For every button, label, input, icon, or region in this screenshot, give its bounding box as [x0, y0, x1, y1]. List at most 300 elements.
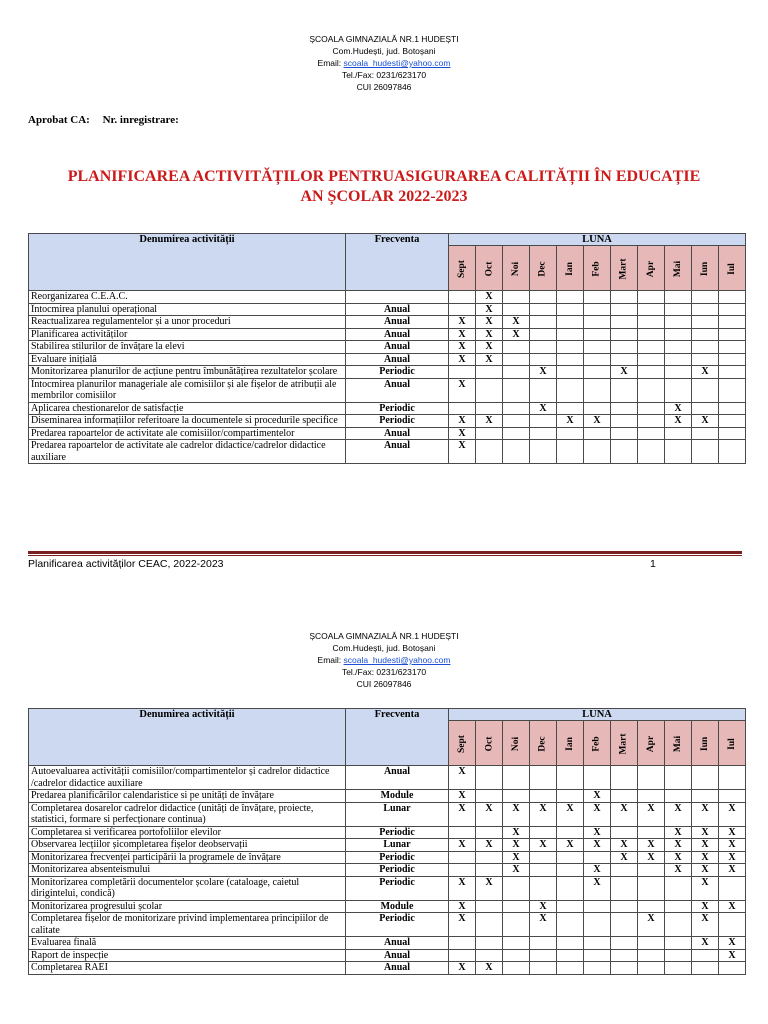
month-mark-cell [665, 876, 692, 900]
month-mark-cell: X [611, 802, 638, 826]
month-mark-cell [665, 440, 692, 464]
month-mark-cell: X [584, 839, 611, 852]
month-mark-cell: X [449, 876, 476, 900]
month-mark-cell: X [449, 962, 476, 975]
frequency-cell: Periodic [346, 864, 449, 877]
month-mark-cell [557, 864, 584, 877]
month-mark-cell [665, 353, 692, 366]
month-mark-cell [557, 341, 584, 354]
school-email: Email: scoala_hudesti@yahoo.com [317, 655, 451, 665]
frequency-cell: Periodic [346, 826, 449, 839]
month-label: Noi [511, 736, 521, 751]
month-mark-cell [503, 900, 530, 913]
month-mark-cell [719, 962, 746, 975]
month-mark-cell [584, 937, 611, 950]
month-mark-cell [638, 790, 665, 803]
table-row [29, 876, 746, 900]
month-mark-cell [665, 913, 692, 937]
month-mark-cell [503, 790, 530, 803]
school-cui: CUI 26097846 [356, 679, 412, 689]
month-mark-cell [719, 353, 746, 366]
activity-cell: Autoevaluarea activității comisiilor/compartimentelor și cadrelor didactice /cadrelor didactice auxiliare [29, 766, 346, 790]
month-mark-cell: X [665, 802, 692, 826]
month-header [665, 721, 692, 766]
month-mark-cell [584, 316, 611, 329]
month-mark-cell: X [503, 826, 530, 839]
month-mark-cell [584, 378, 611, 402]
month-mark-cell [557, 440, 584, 464]
month-label: Feb [592, 735, 602, 752]
month-mark-cell: X [638, 802, 665, 826]
school-cui: CUI 26097846 [356, 82, 412, 92]
month-mark-cell [449, 851, 476, 864]
month-mark-cell [584, 353, 611, 366]
activity-cell: Evaluare inițială [29, 353, 346, 366]
month-mark-cell: X [692, 839, 719, 852]
month-mark-cell [476, 440, 503, 464]
month-header [503, 721, 530, 766]
month-mark-cell [530, 766, 557, 790]
month-mark-cell [692, 353, 719, 366]
month-mark-cell [530, 427, 557, 440]
month-mark-cell: X [584, 876, 611, 900]
month-label: Ian [564, 736, 575, 751]
month-mark-cell [503, 766, 530, 790]
month-mark-cell: X [476, 316, 503, 329]
month-mark-cell [530, 876, 557, 900]
month-mark-cell [638, 876, 665, 900]
month-mark-cell: X [449, 353, 476, 366]
month-mark-cell [638, 366, 665, 379]
month-mark-cell [503, 962, 530, 975]
month-header [638, 246, 665, 291]
month-mark-cell: X [719, 802, 746, 826]
activity-cell: Raport de inspecție [29, 949, 346, 962]
month-group-header: LUNA [449, 234, 746, 246]
month-mark-cell [665, 900, 692, 913]
table-row [29, 378, 746, 402]
frequency-cell: Anual [346, 949, 449, 962]
month-mark-cell [530, 851, 557, 864]
month-mark-cell: X [476, 328, 503, 341]
month-mark-cell [638, 766, 665, 790]
month-mark-cell [476, 900, 503, 913]
table-row [29, 900, 746, 913]
month-header [503, 246, 530, 291]
month-header [557, 246, 584, 291]
month-mark-cell: X [449, 802, 476, 826]
month-mark-cell [665, 378, 692, 402]
month-mark-cell [584, 851, 611, 864]
month-mark-cell [611, 949, 638, 962]
month-label: Iun [699, 261, 710, 276]
month-mark-cell: X [449, 766, 476, 790]
month-mark-cell [611, 962, 638, 975]
month-mark-cell: X [449, 440, 476, 464]
approved-label: Aprobat CA: [28, 114, 90, 126]
frequency-cell: Periodic [346, 402, 449, 415]
table-row [29, 366, 746, 379]
frequency-cell: Lunar [346, 802, 449, 826]
table-row [29, 851, 746, 864]
month-mark-cell: X [449, 415, 476, 428]
email-link[interactable]: scoala_hudesti@yahoo.com [343, 655, 451, 665]
footer-text: Planificarea activităților CEAC, 2022-2023 [28, 558, 224, 570]
frequency-column-header: Frecventa [346, 709, 449, 766]
email-link[interactable]: scoala_hudesti@yahoo.com [343, 58, 451, 68]
month-mark-cell [503, 427, 530, 440]
letterhead-1 [0, 33, 768, 93]
frequency-cell [346, 291, 449, 304]
month-mark-cell [638, 328, 665, 341]
month-mark-cell: X [692, 937, 719, 950]
activity-cell: Reactualizarea regulamentelor și a unor proceduri [29, 316, 346, 329]
month-mark-cell [530, 864, 557, 877]
month-mark-cell: X [638, 913, 665, 937]
month-mark-cell [665, 937, 692, 950]
month-mark-cell: X [584, 790, 611, 803]
month-mark-cell [557, 900, 584, 913]
month-mark-cell [611, 826, 638, 839]
month-mark-cell [530, 962, 557, 975]
month-group-header: LUNA [449, 709, 746, 721]
activity-cell: Întocmirea planurilor manageriale ale comisiilor și ale fișelor de atribuții ale membrilor comisiilor [29, 378, 346, 402]
month-mark-cell [665, 427, 692, 440]
activity-cell: Evaluarea finală [29, 937, 346, 950]
month-mark-cell [638, 402, 665, 415]
table-row [29, 291, 746, 304]
month-mark-cell [557, 303, 584, 316]
month-mark-cell [476, 949, 503, 962]
month-header [692, 246, 719, 291]
month-mark-cell: X [449, 328, 476, 341]
frequency-cell: Anual [346, 328, 449, 341]
month-mark-cell: X [449, 341, 476, 354]
frequency-cell: Anual [346, 962, 449, 975]
month-mark-cell [476, 427, 503, 440]
month-mark-cell [692, 766, 719, 790]
month-mark-cell [611, 303, 638, 316]
month-mark-cell [611, 316, 638, 329]
month-label: Oct [484, 736, 494, 751]
month-mark-cell: X [449, 913, 476, 937]
month-mark-cell [530, 949, 557, 962]
table-row [29, 353, 746, 366]
month-mark-cell: X [557, 802, 584, 826]
month-mark-cell [665, 291, 692, 304]
month-mark-cell [476, 826, 503, 839]
month-mark-cell [611, 876, 638, 900]
table-row [29, 440, 746, 464]
month-mark-cell [611, 378, 638, 402]
month-mark-cell: X [584, 826, 611, 839]
month-mark-cell [611, 415, 638, 428]
month-mark-cell [449, 864, 476, 877]
activity-cell: Monitorizarea completării documentelor școlare (cataloage, caietul dirigintelui, condică) [29, 876, 346, 900]
month-mark-cell [638, 291, 665, 304]
page-footer [28, 558, 742, 570]
month-mark-cell [557, 378, 584, 402]
activity-cell: Predarea rapoartelor de activitate ale comisiilor/compartimentelor [29, 427, 346, 440]
month-label: Mart [618, 732, 629, 755]
footer-rule [28, 551, 742, 554]
month-mark-cell: X [503, 328, 530, 341]
month-mark-cell [611, 353, 638, 366]
month-mark-cell [476, 913, 503, 937]
month-mark-cell [719, 913, 746, 937]
school-name: ȘCOALA GIMNAZIALĂ NR.1 HUDEȘTI [309, 631, 459, 641]
month-mark-cell: X [530, 839, 557, 852]
activity-cell: Monitorizarea absenteismului [29, 864, 346, 877]
month-mark-cell [557, 402, 584, 415]
month-mark-cell [503, 913, 530, 937]
month-mark-cell [557, 949, 584, 962]
month-header [665, 246, 692, 291]
month-header [449, 721, 476, 766]
month-label: Apr [646, 260, 656, 277]
month-mark-cell [476, 790, 503, 803]
month-mark-cell [476, 937, 503, 950]
month-mark-cell: X [692, 876, 719, 900]
month-mark-cell: X [476, 876, 503, 900]
frequency-cell: Periodic [346, 415, 449, 428]
month-mark-cell: X [503, 802, 530, 826]
month-header [476, 721, 503, 766]
table-row [29, 949, 746, 962]
month-mark-cell: X [584, 802, 611, 826]
table-row [29, 402, 746, 415]
month-mark-cell [692, 402, 719, 415]
month-mark-cell: X [503, 316, 530, 329]
month-mark-cell [449, 303, 476, 316]
month-mark-cell: X [476, 962, 503, 975]
month-mark-cell: X [719, 826, 746, 839]
month-mark-cell [449, 937, 476, 950]
month-mark-cell [584, 366, 611, 379]
frequency-cell: Periodic [346, 876, 449, 900]
month-mark-cell [638, 962, 665, 975]
table-row [29, 826, 746, 839]
month-mark-cell [476, 851, 503, 864]
month-label: Mart [618, 257, 629, 280]
month-label: Iun [699, 736, 710, 751]
month-mark-cell [584, 440, 611, 464]
frequency-cell: Anual [346, 937, 449, 950]
table-row [29, 962, 746, 975]
month-mark-cell: X [692, 864, 719, 877]
month-mark-cell [611, 864, 638, 877]
month-mark-cell: X [476, 303, 503, 316]
month-header [557, 721, 584, 766]
month-mark-cell: X [692, 900, 719, 913]
month-mark-cell [503, 291, 530, 304]
month-mark-cell [503, 341, 530, 354]
month-mark-cell [449, 949, 476, 962]
month-mark-cell [449, 291, 476, 304]
month-mark-cell: X [449, 378, 476, 402]
month-header [584, 721, 611, 766]
frequency-cell: Periodic [346, 851, 449, 864]
month-mark-cell [503, 937, 530, 950]
month-mark-cell [719, 341, 746, 354]
month-mark-cell [665, 962, 692, 975]
month-mark-cell [557, 427, 584, 440]
month-label: Mai [672, 735, 683, 752]
month-mark-cell [638, 949, 665, 962]
month-mark-cell: X [665, 851, 692, 864]
table-row [29, 913, 746, 937]
month-mark-cell [638, 440, 665, 464]
month-mark-cell: X [449, 790, 476, 803]
month-mark-cell: X [611, 839, 638, 852]
school-address: Com.Hudești, jud. Botoșani [332, 46, 436, 56]
table-row [29, 790, 746, 803]
month-mark-cell: X [692, 415, 719, 428]
title-line-1: PLANIFICAREA ACTIVITĂȚILOR PENTRUASIGURAREA CALITĂȚII ÎN EDUCAȚIE [67, 168, 701, 185]
frequency-cell: Module [346, 900, 449, 913]
month-label: Sept [456, 734, 467, 753]
month-mark-cell [719, 427, 746, 440]
month-mark-cell: X [476, 341, 503, 354]
month-mark-cell [665, 790, 692, 803]
activity-column-header: Denumirea activității [29, 234, 346, 291]
month-mark-cell [557, 316, 584, 329]
month-mark-cell [692, 341, 719, 354]
month-mark-cell [503, 949, 530, 962]
frequency-cell: Periodic [346, 366, 449, 379]
table-row [29, 937, 746, 950]
month-mark-cell: X [476, 291, 503, 304]
month-mark-cell: X [611, 851, 638, 864]
table-row [29, 328, 746, 341]
month-mark-cell [449, 402, 476, 415]
month-mark-cell [503, 366, 530, 379]
month-label: Mai [672, 260, 683, 277]
month-mark-cell [692, 962, 719, 975]
table-row [29, 802, 746, 826]
month-mark-cell [584, 328, 611, 341]
month-header [638, 721, 665, 766]
month-mark-cell [665, 328, 692, 341]
month-mark-cell [530, 291, 557, 304]
month-mark-cell [719, 303, 746, 316]
month-mark-cell: X [692, 826, 719, 839]
month-mark-cell: X [584, 415, 611, 428]
month-mark-cell: X [665, 839, 692, 852]
month-mark-cell: X [530, 802, 557, 826]
frequency-cell: Anual [346, 316, 449, 329]
month-mark-cell [692, 427, 719, 440]
month-mark-cell [611, 900, 638, 913]
month-mark-cell: X [665, 826, 692, 839]
month-header [719, 721, 746, 766]
table-row [29, 303, 746, 316]
month-label: Oct [484, 261, 494, 276]
month-label: Dec [537, 260, 548, 277]
month-mark-cell [638, 864, 665, 877]
month-mark-cell [557, 937, 584, 950]
month-mark-cell [530, 826, 557, 839]
school-email: Email: scoala_hudesti@yahoo.com [317, 58, 451, 68]
month-mark-cell: X [449, 900, 476, 913]
frequency-cell: Module [346, 790, 449, 803]
month-mark-cell [557, 366, 584, 379]
month-label: Iul [727, 262, 738, 275]
activity-cell: Monitorizarea frecvenței participării la programele de învățare [29, 851, 346, 864]
month-mark-cell: X [638, 851, 665, 864]
table-row [29, 415, 746, 428]
month-mark-cell: X [476, 415, 503, 428]
month-mark-cell [503, 402, 530, 415]
footer-rule-thin [28, 555, 742, 556]
letterhead-2 [0, 630, 768, 690]
month-mark-cell [665, 766, 692, 790]
month-mark-cell [503, 353, 530, 366]
activity-cell: Aplicarea chestionarelor de satisfacție [29, 402, 346, 415]
month-mark-cell: X [665, 864, 692, 877]
month-mark-cell [584, 341, 611, 354]
month-mark-cell [503, 303, 530, 316]
activity-cell: Diseminarea informațiilor referitoare la documentele si procedurile specifice [29, 415, 346, 428]
month-mark-cell [638, 341, 665, 354]
activity-cell: Completarea RAEI [29, 962, 346, 975]
month-mark-cell [584, 427, 611, 440]
month-mark-cell [611, 913, 638, 937]
month-header [692, 721, 719, 766]
month-mark-cell: X [449, 316, 476, 329]
frequency-cell: Anual [346, 378, 449, 402]
month-header [530, 721, 557, 766]
month-mark-cell: X [719, 864, 746, 877]
table-row [29, 864, 746, 877]
table-row [29, 427, 746, 440]
month-mark-cell [557, 790, 584, 803]
month-header [584, 246, 611, 291]
month-mark-cell: X [449, 839, 476, 852]
table-row [29, 341, 746, 354]
activity-cell: Reorganizarea C.E.A.C. [29, 291, 346, 304]
month-mark-cell: X [638, 839, 665, 852]
month-label: Sept [456, 259, 467, 278]
month-mark-cell [692, 328, 719, 341]
title-line-2: AN ȘCOLAR 2022-2023 [300, 188, 468, 205]
month-mark-cell [665, 949, 692, 962]
month-mark-cell [692, 303, 719, 316]
month-header [530, 246, 557, 291]
month-mark-cell: X [503, 864, 530, 877]
month-mark-cell [476, 378, 503, 402]
activities-table-page-2 [28, 708, 746, 975]
month-mark-cell: X [530, 366, 557, 379]
month-mark-cell [611, 427, 638, 440]
month-mark-cell [611, 937, 638, 950]
month-mark-cell [476, 402, 503, 415]
month-mark-cell [557, 962, 584, 975]
activity-cell: Predarea rapoartelor de activitate ale cadrelor didactice/cadrelor didactice auxiliare [29, 440, 346, 464]
school-phone: Tel./Fax: 0231/623170 [341, 667, 427, 677]
month-mark-cell [692, 790, 719, 803]
month-mark-cell [530, 415, 557, 428]
month-label: Iul [727, 737, 738, 750]
month-mark-cell [611, 291, 638, 304]
month-mark-cell [665, 316, 692, 329]
frequency-cell: Lunar [346, 839, 449, 852]
activity-cell: Completarea fișelor de monitorizare privind implementarea principiilor de calitate [29, 913, 346, 937]
month-mark-cell [719, 378, 746, 402]
month-header [611, 246, 638, 291]
month-label: Noi [511, 261, 521, 276]
month-mark-cell [557, 766, 584, 790]
